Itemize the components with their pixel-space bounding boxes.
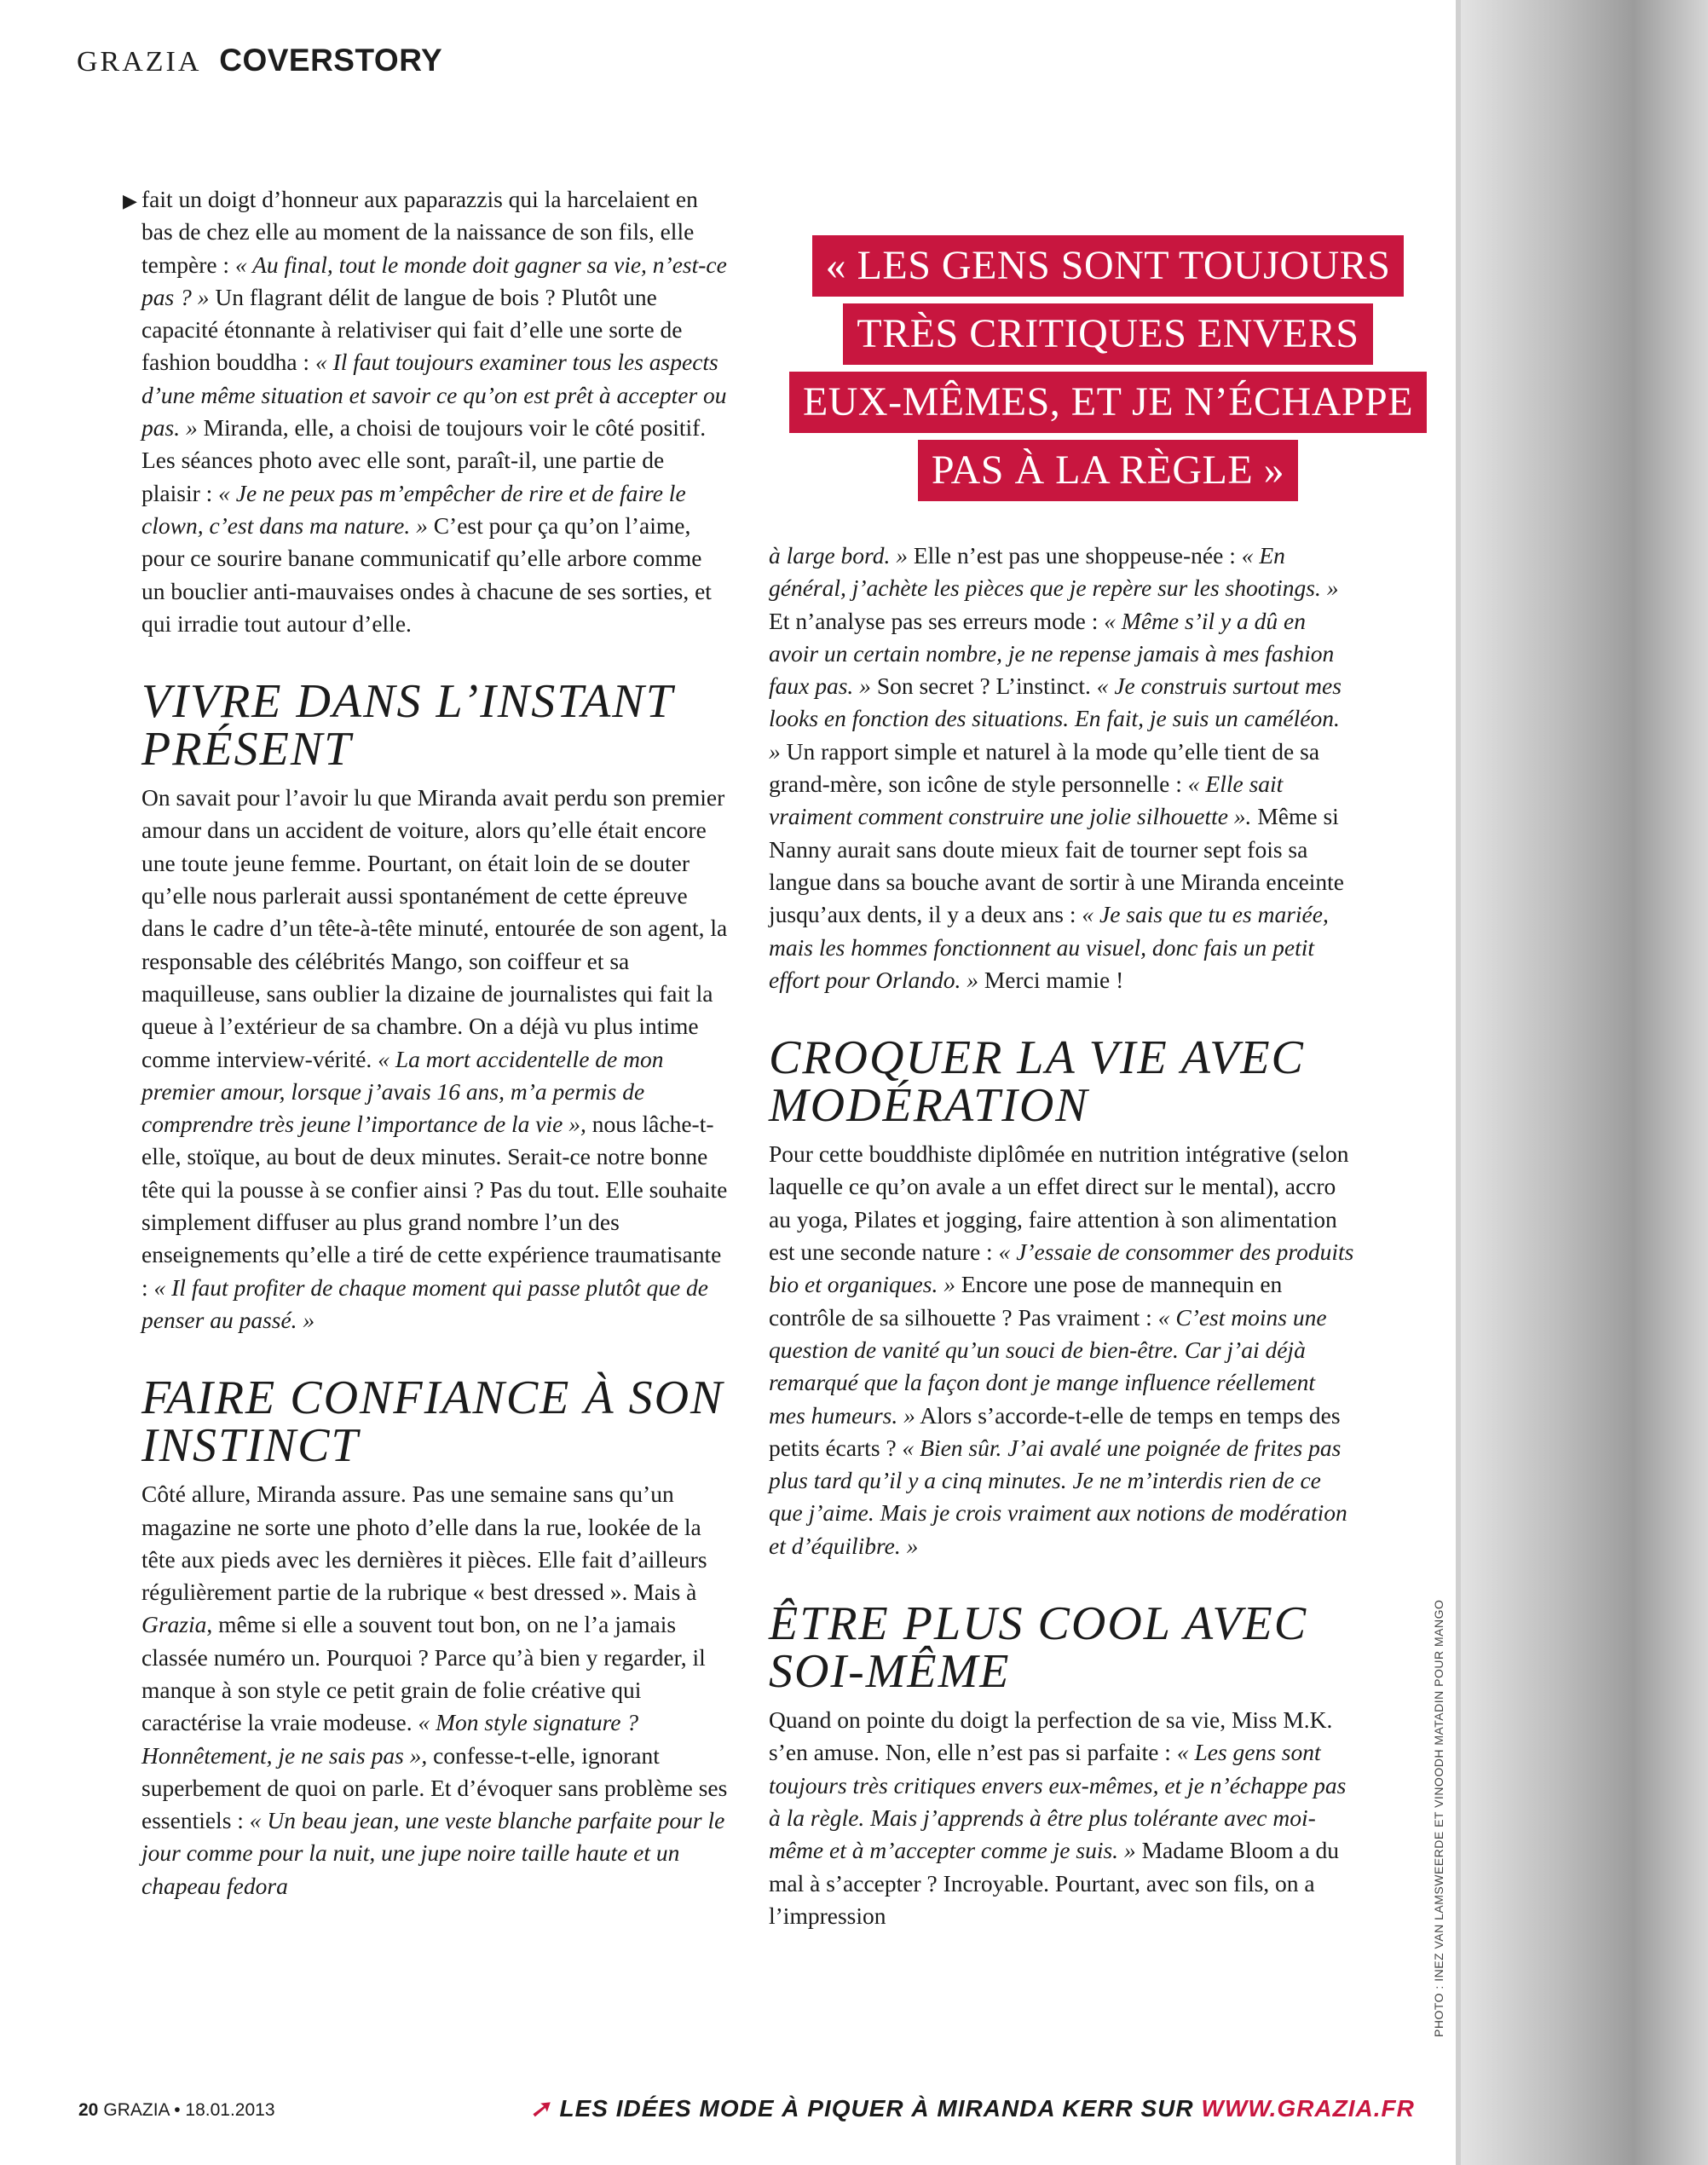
paragraph: fait un doigt d’honneur aux paparazzis qui la harcelaient en bas de chez elle au moment de la naissance de son fils, elle tempère : « Au final, tout le monde doit gagner sa vie, n’est-ce pas ? » Un flagrant délit de langue de bois ? Plutôt une capacité étonnante à relativiser qui fait d’elle une sorte de fashion bouddha : « Il faut toujours examiner tous les aspects d’une même situation et savoir ce qu’on est prêt à accepter ou pas. » Miranda, elle, a choisi de toujours voir le côté positif. Les séances photo avec elle sont, paraît-il, une partie de plaisir : « Je ne peux pas m’empêcher de rire et de faire le clown, c’est dans ma nature. » C’est pour ça qu’on l’aime, pour ce sourire banane communicatif qu’elle arbore comme un bouclier anti-mauvaises ondes à chacune de ses sorties, et qui irradie tout autour d’elle.: [141, 186, 727, 637]
section-heading: FAIRE CONFIANCE À SON INSTINCT: [141, 1371, 724, 1473]
page-header: [77, 43, 442, 78]
section-heading: ÊTRE PLUS COOL AVEC SOI-MÊME: [769, 1597, 1308, 1699]
pull-quote-line: EUX-MÊMES, ET JE N’ÉCHAPPE: [789, 372, 1427, 433]
promo-text: LES IDÉES MODE À PIQUER À MIRANDA KERR SUR: [559, 2095, 1202, 2122]
pull-quote-line: PAS À LA RÈGLE »: [918, 440, 1298, 501]
page-edge: [1456, 0, 1461, 2165]
paragraph: à large bord. » Elle n’est pas une shoppeuse-née : « En général, j’achète les pièces que je repère sur les shootings. » Et n’analyse pas ses erreurs mode : « Même s’il y a dû en avoir un certain nombre, je ne repense jamais à mes fashion faux pas. » Son secret ? L’instinct. « Je construis surtout mes looks en fonction des situations. En fait, je suis un caméléon. » Un rapport simple et naturel à la mode qu’elle tient de sa grand-mère, son icône de style personnelle : « Elle sait vraiment comment construire une jolie silhouette ». Même si Nanny aurait sans doute mieux fait de tourner sept fois sa langue dans sa bouche avant de sortir à une Miranda enceinte jusqu’aux dents, il y a deux ans : « Je sais que tu es mariée, mais les hommes fonctionnent au visuel, donc fais un petit effort pour Orlando. » Merci mamie !: [769, 542, 1345, 993]
pull-quote-line: « LES GENS SONT TOUJOURS: [812, 235, 1405, 297]
section-heading: VIVRE DANS L’INSTANT PRÉSENT: [141, 675, 673, 777]
folio: [78, 2100, 275, 2121]
paragraph: Pour cette bouddhiste diplômée en nutrition intégrative (selon laquelle ce qu’on avale a un effet direct sur le mental), accro au yoga, Pilates et jogging, faire attention à son alimentation est une seconde nature : « J’essaie de consommer des produits bio et organiques. » Encore une pose de mannequin en contrôle de sa silhouette ? Pas vraiment : « C’est moins une question de vanité qu’un souci de bien-être. Car j’ai déjà remarqué que la façon dont je mange influence réellement mes humeurs. » Alors s’accorde-t-elle de temps en temps des petits écarts ? « Bien sûr. J’ai avalé une poignée de frites pas plus tard qu’il y a cinq minutes. Je ne m’interdis rien de ce que j’aime. Mais je crois vraiment aux notions de modération et d’équilibre. »: [769, 1140, 1354, 1559]
paragraph: On savait pour l’avoir lu que Miranda avait perdu son premier amour dans un accident de voiture, alors qu’elle était encore une toute jeune femme. Pourtant, on était loin de se douter qu’elle nous parlerait aussi spontanément de cette épreuve dans le cadre d’un tête-à-tête minuté, entourée de son agent, la responsable des célébrités Mango, son coiffeur et sa maquilleuse, sans oublier la dizaine de journalistes qui fait la queue à l’extérieur de sa chambre. On a déjà vu plus intime comme interview-vérité. « La mort accidentelle de mon premier amour, lorsque j’avais 16 ans, m’a permis de comprendre très jeune l’importance de la vie », nous lâche-t-elle, stoïque, au bout de deux minutes. Serait-ce notre bonne tête qui la pousse à se confier ainsi ? Pas du tout. Elle souhaite simplement diffuser au plus grand nombre l’un des enseignements qu’elle a tiré de cette expérience traumatisante : « Il faut profiter de chaque moment qui passe plutôt que de penser au passé. »: [141, 784, 728, 1333]
website-link[interactable]: WWW.GRAZIA.FR: [1201, 2095, 1415, 2122]
footer-promo: [530, 2094, 1415, 2122]
paragraph: Côté allure, Miranda assure. Pas une semaine sans qu’un magazine ne sorte une photo d’elle dans la rue, lookée de la tête aux pieds avec les dernières it pièces. Elle fait d’ailleurs régulièrement partie de la rubrique « best dressed ». Mais à Grazia, même si elle a souvent tout bon, on ne l’a jamais classée numéro un. Pourquoi ? Parce qu’à bien y regarder, il manque à son style ce petit grain de folie créative qui caractérise la vraie modeuse. « Mon style signature ? Honnêtement, je ne sais pas », confesse-t-elle, ignorant superbement de quoi on parle. Et d’évoquer sans problème ses essentiels : « Un beau jean, une veste blanche parfaite pour le jour comme pour la nuit, une jupe noire taille haute et un chapeau fedora: [141, 1481, 728, 1899]
pull-quote: [771, 235, 1445, 508]
pull-quote-line: TRÈS CRITIQUES ENVERS: [843, 303, 1372, 365]
continuation-arrow-icon: ▶: [123, 190, 137, 211]
issue-date: GRAZIA • 18.01.2013: [103, 2100, 275, 2120]
page-number: 20: [78, 2100, 99, 2120]
photo-credit: PHOTO : INEZ VAN LAMSWEERDE ET VINOODH MATADIN POUR MANGO: [1432, 1599, 1445, 2037]
arrow-icon: ➚: [530, 2095, 551, 2122]
page-gutter: [1461, 0, 1708, 2165]
section-title: COVERSTORY: [219, 43, 443, 78]
section-heading: CROQUER LA VIE AVEC MODÉRATION: [769, 1031, 1305, 1133]
brand-logo: GRAZIA: [77, 46, 202, 78]
paragraph: Quand on pointe du doigt la perfection de sa vie, Miss M.K. s’en amuse. Non, elle n’est pas si parfaite : « Les gens sont toujours très critiques envers eux-mêmes, et je n’échappe pas à la règle. Mais j’apprends à être plus tolérante avec moi-même et à m’accepter comme je suis. » Madame Bloom a du mal à s’accepter ? Incroyable. Pourtant, avec son fils, on a l’impression: [769, 1706, 1347, 1929]
article-column-right: [769, 540, 1357, 1932]
article-column-left: [123, 183, 728, 1902]
